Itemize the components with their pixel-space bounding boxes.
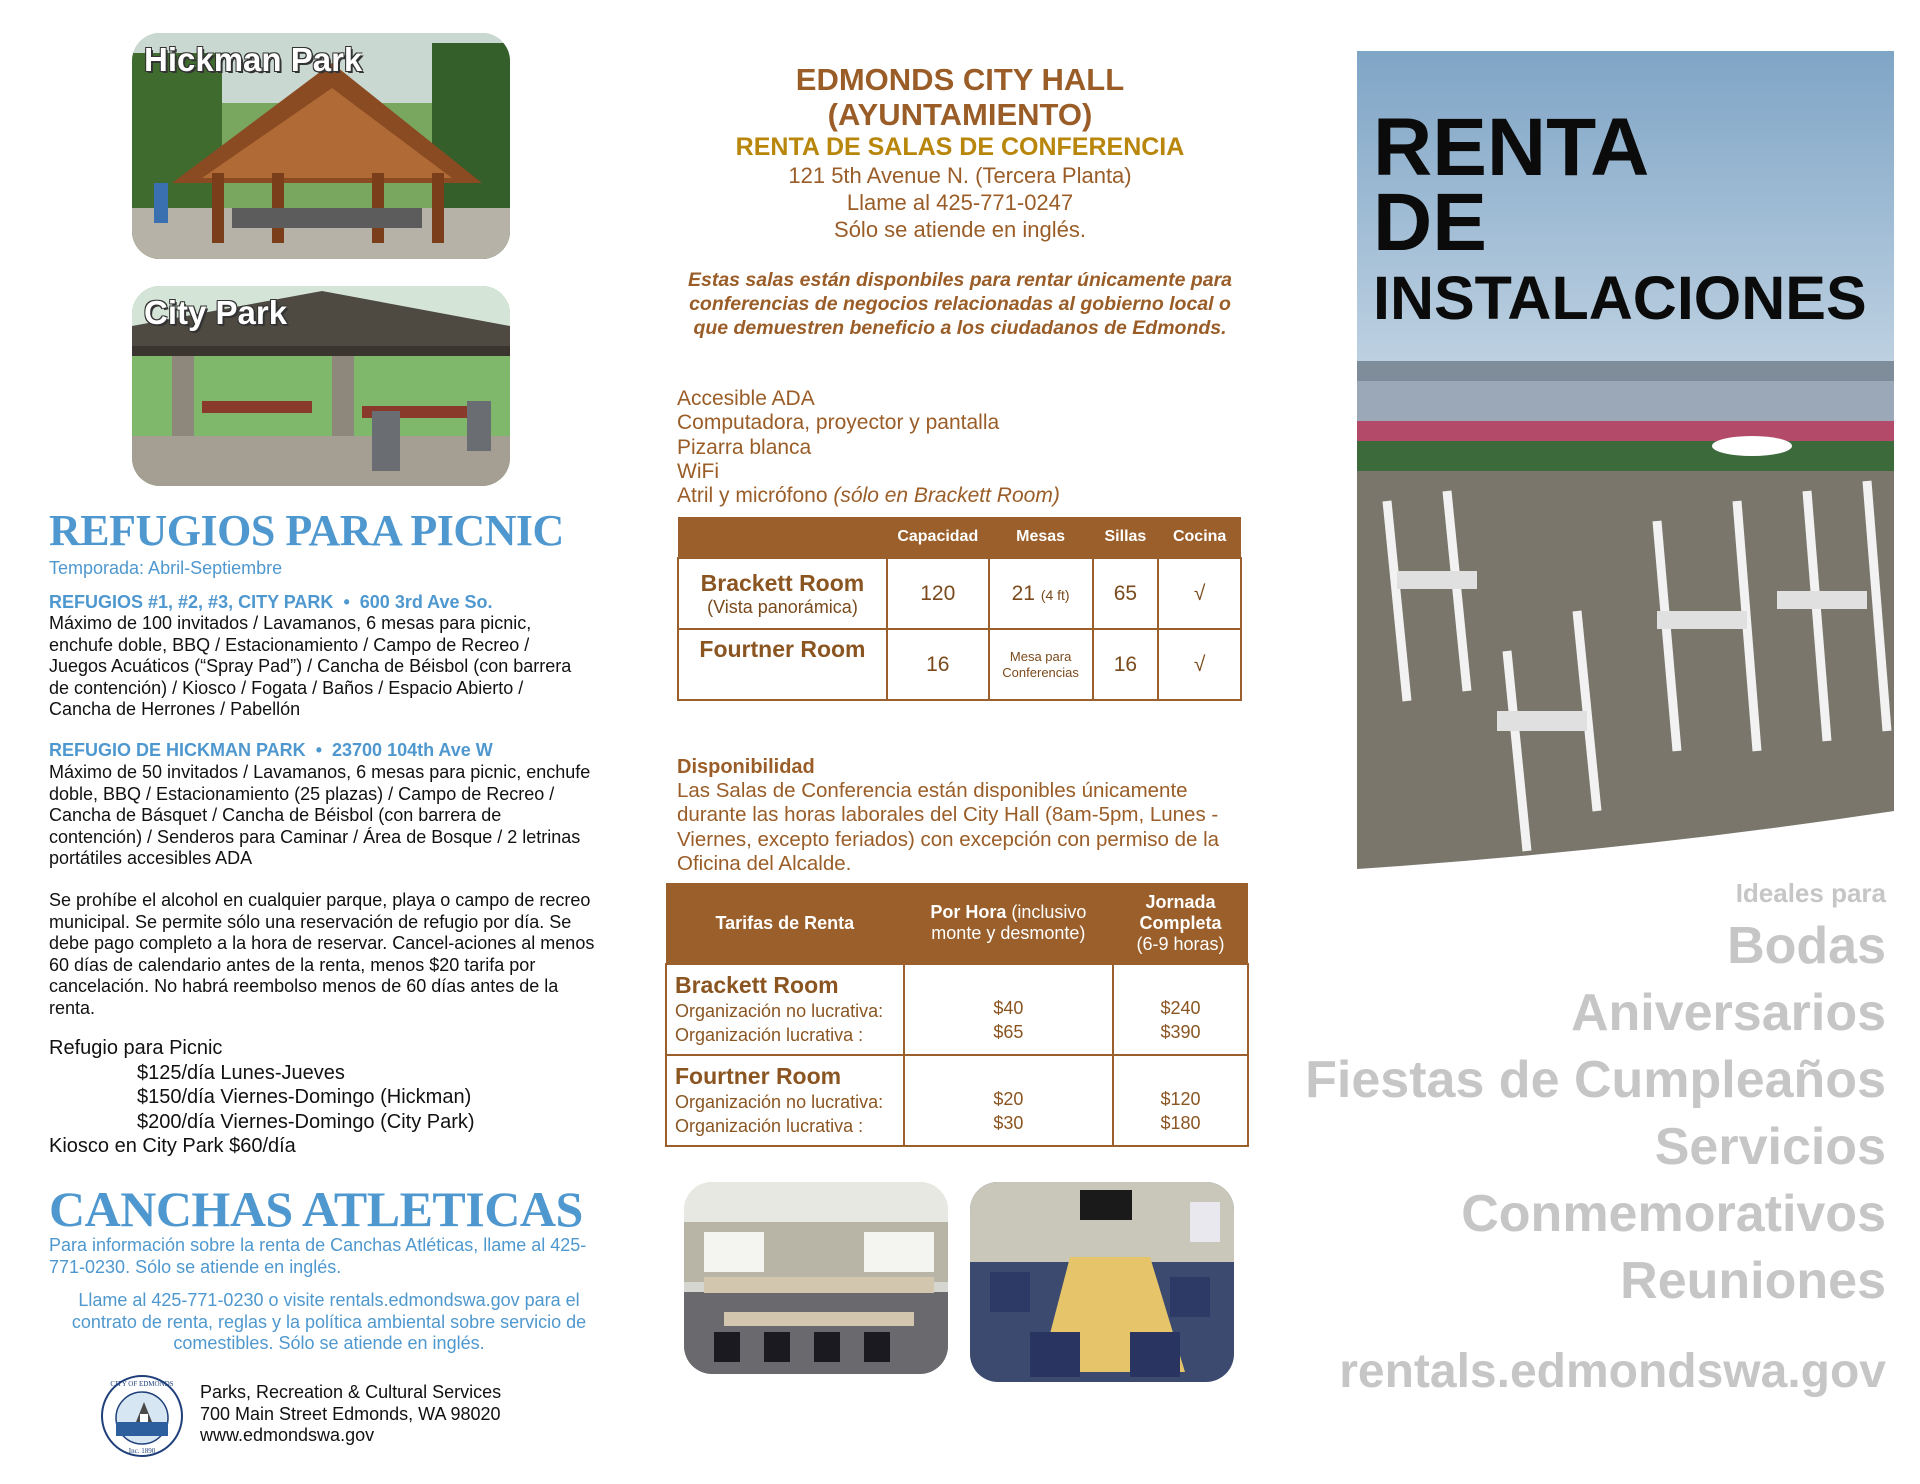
organization-contact	[200, 1382, 501, 1447]
hickman-description: Máximo de 50 invitados / Lavamanos, 6 mesas para picnic, enchufe doble, BBQ / Estacionamiento (25 plazas) / Campo de Recreo / Cancha de Básquet / Cancha de Béisbol (con barrera de contención) / Senderos para Caminar / Área de Bosque / 2 letrinas portátiles accesibles ADA	[49, 762, 591, 868]
events-list	[1305, 913, 1886, 1315]
seal-year: Inc. 1890	[128, 1447, 156, 1455]
chairs-cell: 65	[1093, 558, 1159, 629]
rooms-header-tables: Mesas	[989, 517, 1093, 558]
room-subtitle: (Vista panorámica)	[707, 596, 858, 617]
room-name-cell	[678, 629, 887, 700]
event-cumpleanos: Fiestas de Cumpleaños	[1305, 1051, 1886, 1109]
hourly-rate-cell	[904, 1055, 1113, 1146]
tables-cell	[989, 558, 1093, 629]
price-heading: Refugio para Picnic	[49, 1037, 223, 1059]
feature-item: Pizarra blanca	[677, 435, 812, 459]
city-park-heading	[49, 592, 493, 613]
hourly-rate-cell	[904, 964, 1113, 1055]
rate-value: $390	[1160, 1021, 1201, 1042]
feature-note: (sólo en Brackett Room)	[833, 484, 1060, 508]
event-aniversarios: Aniversarios	[1570, 984, 1886, 1042]
features-list	[677, 387, 1060, 508]
room-name: Brackett Room	[700, 569, 865, 596]
hickman-head: REFUGIO DE HICKMAN PARK	[49, 740, 306, 760]
rental-restriction-note: Estas salas están disponbiles para rentar únicamente para conferencias de negocios relacionadas al gobierno local o que demuestren beneficio a los ciudadanos de Edmonds.	[687, 269, 1233, 339]
rooms-header-blank	[678, 517, 887, 558]
city-park-photo	[132, 286, 510, 486]
fullday-label: Jornada Completa	[1139, 891, 1222, 933]
room-name: Fourtner Room	[699, 636, 866, 662]
fourtner-room-photo	[970, 1182, 1234, 1382]
english-only-note: Sólo se atiende en inglés.	[834, 217, 1086, 242]
org-name: Parks, Recreation & Cultural Services	[200, 1382, 502, 1402]
athletic-fields-title: CANCHAS ATLETICAS	[49, 1181, 583, 1237]
cover-title	[1373, 102, 1867, 338]
availability-heading: Disponibilidad	[677, 756, 815, 778]
event-bodas: Bodas	[1727, 917, 1886, 975]
feature-item	[677, 484, 1060, 508]
hickman-address: 23700 104th Ave W	[332, 740, 493, 760]
capacity-cell: 120	[887, 558, 989, 629]
rate-value: $120	[1160, 1088, 1201, 1109]
rates-table-header	[666, 883, 1248, 964]
rates-header-title: Tarifas de Renta	[666, 883, 904, 964]
city-hall-subtitle-paren: (AYUNTAMIENTO)	[827, 97, 1093, 132]
picnic-pricing	[49, 1036, 475, 1159]
chairs-cell: 16	[1093, 629, 1159, 700]
rate-room-cell	[666, 964, 904, 1055]
hickman-park-photo	[132, 33, 510, 259]
feature-item: Computadora, proyector y pantalla	[677, 411, 1000, 435]
profit-label: Organización lucrativa :	[675, 1025, 864, 1045]
cover-title-renta: RENTA	[1373, 102, 1650, 193]
rooms-header-kitchen: Cocina	[1158, 517, 1241, 558]
rate-value: $30	[993, 1112, 1024, 1133]
rates-header-hourly	[904, 883, 1113, 964]
city-hall-title: EDMONDS CITY HALL	[795, 62, 1125, 97]
tables-value: 21	[1011, 581, 1035, 605]
tables-cell: Mesa para Conferencias	[989, 629, 1093, 700]
feature-item-label: Atril y micrófono	[677, 484, 828, 508]
feature-item: WiFi	[677, 459, 719, 483]
org-website: www.edmondswa.gov	[200, 1425, 375, 1445]
table-row	[678, 558, 1241, 629]
rooms-header-chairs: Sillas	[1093, 517, 1159, 558]
ideal-for-label: Ideales para	[1735, 878, 1886, 908]
event-reuniones: Reuniones	[1620, 1252, 1886, 1310]
rate-value: $20	[993, 1088, 1024, 1109]
athletic-fields-info: Para información sobre la renta de Canchas Atléticas, llame al 425-771-0230. Sólo se atiende en inglés.	[49, 1235, 587, 1277]
nonprofit-label: Organización no lucrativa:	[675, 1001, 884, 1021]
hourly-label: Por Hora	[930, 902, 1007, 922]
fullday-rate-cell	[1113, 964, 1248, 1055]
kitchen-cell: √	[1158, 629, 1241, 700]
contract-info: Llame al 425-771-0230 o visite rentals.edmondswa.gov para el contrato de renta, reglas y la política ambiental sobre servicio de comestibles. Sólo se atiende en inglés.	[71, 1290, 587, 1353]
price-fri-sun-city: $200/día Viernes-Domingo (City Park)	[137, 1110, 475, 1133]
rates-table	[665, 883, 1249, 1147]
capacity-cell: 16	[887, 629, 989, 700]
city-park-head: REFUGIOS #1, #2, #3, CITY PARK	[49, 592, 334, 612]
table-row	[678, 629, 1241, 700]
rate-value: $40	[993, 997, 1024, 1018]
fullday-rate-cell	[1113, 1055, 1248, 1146]
picnic-shelters-title: REFUGIOS PARA PICNIC	[49, 506, 564, 555]
fullday-note: (6-9 horas)	[1136, 933, 1225, 954]
rate-value: $65	[993, 1021, 1024, 1042]
rates-header-fullday	[1113, 883, 1248, 964]
room-name: Fourtner Room	[675, 1063, 842, 1089]
table-row	[666, 964, 1248, 1055]
kiosk-price: Kiosco en City Park $60/día	[49, 1135, 296, 1157]
price-mon-thu: $125/día Lunes-Jueves	[137, 1061, 345, 1084]
room-name-cell	[678, 558, 887, 629]
tables-note: (4 ft)	[1040, 586, 1070, 603]
event-servicios: Servicios	[1654, 1118, 1886, 1176]
event-conmemorativos: Conmemorativos	[1461, 1185, 1886, 1243]
hickman-heading	[49, 740, 493, 761]
room-name: Brackett Room	[675, 972, 839, 998]
nonprofit-label: Organización no lucrativa:	[675, 1092, 884, 1112]
rooms-header-capacity: Capacidad	[887, 517, 989, 558]
price-fri-sun-hickman: $150/día Viernes-Domingo (Hickman)	[137, 1086, 472, 1108]
feature-item: Accesible ADA	[677, 387, 815, 410]
season-text: Temporada: Abril-Septiembre	[49, 558, 283, 578]
hourly-note: (inclusivo monte y desmonte)	[931, 902, 1087, 943]
city-park-address: 600 3rd Ave So.	[359, 592, 493, 612]
city-seal-logo	[100, 1374, 184, 1458]
org-address: 700 Main Street Edmonds, WA 98020	[200, 1403, 501, 1424]
rate-value: $180	[1160, 1112, 1201, 1133]
bullet-separator: •	[338, 592, 355, 612]
rate-value: $240	[1160, 997, 1201, 1018]
rate-room-cell	[666, 1055, 904, 1146]
availability-text: Las Salas de Conferencia están disponibles únicamente durante las horas laborales del City Hall (8am-5pm, Lunes -Viernes, excepto feriados) con excepción con permiso de la Oficina del Alcalde.	[677, 779, 1220, 875]
profit-label: Organización lucrativa :	[675, 1116, 864, 1136]
website-link[interactable]: rentals.edmondswa.gov	[1339, 1345, 1886, 1398]
city-hall-header	[640, 62, 1280, 243]
rules-text: Se prohíbe el alcohol en cualquier parque, playa o campo de recreo municipal. Se permite sólo una reservación de refugio por día. Se debe pago completo a la hora de reservar. Cancel-aciones al menos 60 días de calendario antes de la renta, menos $20 tarifa por cancelación. No habrá reembolso menos de 60 días antes de la renta.	[49, 890, 595, 1018]
rooms-table	[677, 517, 1242, 701]
kitchen-cell: √	[1158, 558, 1241, 629]
hickman-park-label: Hickman Park	[144, 41, 363, 78]
bullet-separator: •	[310, 740, 327, 760]
cover-title-de: DE	[1373, 177, 1487, 268]
city-park-description: Máximo de 100 invitados / Lavamanos, 6 mesas para picnic, enchufe doble, BBQ / Estacionamiento / Campo de Recreo / Juegos Acuáticos (“Spray Pad”) / Cancha de Béisbol (con barrera de contención) / Kiosco / Fogata / Baños / Espacio Abierto / Cancha de Herrones / Pabellón	[49, 613, 572, 719]
table-row	[666, 1055, 1248, 1146]
cover-title-instalaciones: INSTALACIONES	[1373, 264, 1867, 332]
conference-rental-title: RENTA DE SALAS DE CONFERENCIA	[735, 133, 1185, 161]
rooms-table-header	[678, 517, 1241, 558]
city-hall-address: 121 5th Avenue N. (Tercera Planta)	[788, 163, 1132, 188]
seal-text: CITY OF EDMONDS	[110, 1380, 174, 1388]
brackett-room-photo	[684, 1182, 948, 1374]
city-hall-phone: Llame al 425-771-0247	[846, 190, 1074, 215]
city-park-label: City Park	[144, 294, 288, 331]
